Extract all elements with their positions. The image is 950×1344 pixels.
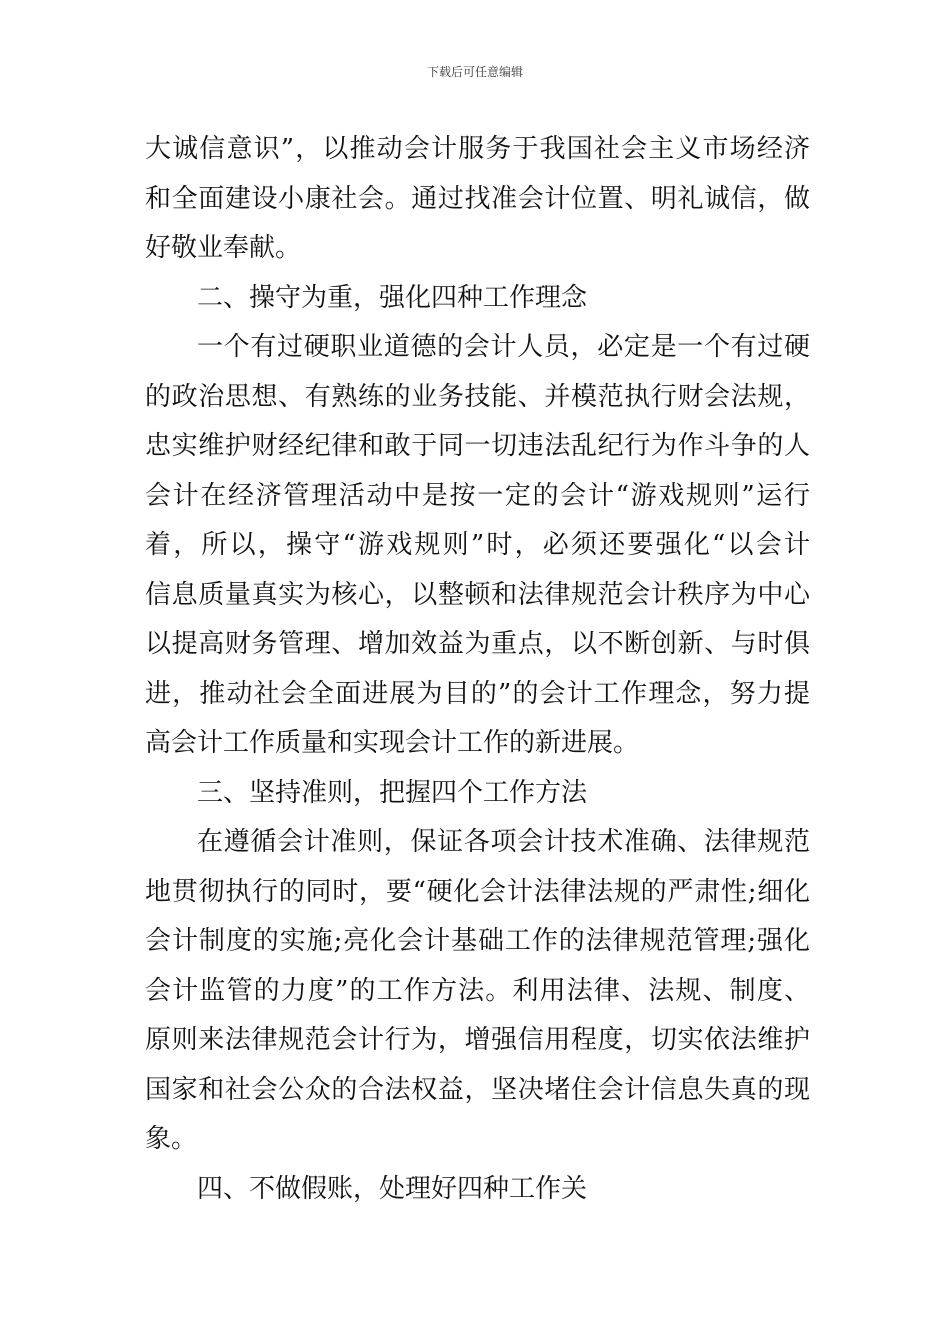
body-line: 国家和社会公众的合法权益，坚决堵住会计信息失真的现 (145, 1074, 810, 1105)
body-line: 原则来法律规范会计行为，增强信用程度，切实依法维护 (145, 1025, 810, 1055)
body-line: 信息质量真实为核心，以整顿和法律规范会计秩序为中心 (145, 579, 810, 610)
body-line: 进，推动社会全面进展为目的”的会计工作理念，努力提 (145, 678, 810, 709)
body-line: 会计在经济管理活动中是按一定的会计“游戏规则”运行 (145, 480, 810, 511)
body-line: 着，所以，操守“游戏规则”时，必须还要强化“以会计 (145, 530, 810, 560)
page-header: 下载后可任意编辑 (426, 65, 523, 79)
section-heading: 四、不做假账，处理好四种工作关 (197, 1173, 588, 1204)
body-line: 和全面建设小康社会。通过找准会计位置、明礼诚信，做 (145, 183, 810, 214)
body-line: 好敬业奉献。 (145, 233, 302, 263)
body-line: 高会计工作质量和实现会计工作的新进展。 (145, 728, 640, 758)
section-heading: 二、操守为重，强化四种工作理念 (197, 282, 588, 313)
body-line: 以提高财务管理、增加效益为重点，以不断创新、与时俱 (145, 629, 810, 659)
body-line: 地贯彻执行的同时，要“硬化会计法律法规的严肃性;细化 (145, 876, 810, 907)
body-line: 忠实维护财经纪律和敢于同一切违法乱纪行为作斗争的人 (145, 431, 810, 461)
body-line: 会计监管的力度”的工作方法。利用法律、法规、制度、 (145, 975, 810, 1006)
document-body (145, 125, 810, 1214)
section-heading: 三、坚持准则，把握四个工作方法 (197, 777, 588, 808)
body-line: 的政治思想、有熟练的业务技能、并模范执行财会法规， (145, 381, 810, 412)
body-line: 大诚信意识”，以推动会计服务于我国社会主义市场经济 (145, 134, 810, 164)
body-line: 一个有过硬职业道德的会计人员，必定是一个有过硬 (197, 332, 810, 362)
body-line: 会计制度的实施;亮化会计基础工作的法律规范管理;强化 (145, 926, 810, 956)
body-line: 象。 (145, 1124, 198, 1154)
body-line: 在遵循会计准则，保证各项会计技术准确、法律规范 (197, 827, 810, 857)
